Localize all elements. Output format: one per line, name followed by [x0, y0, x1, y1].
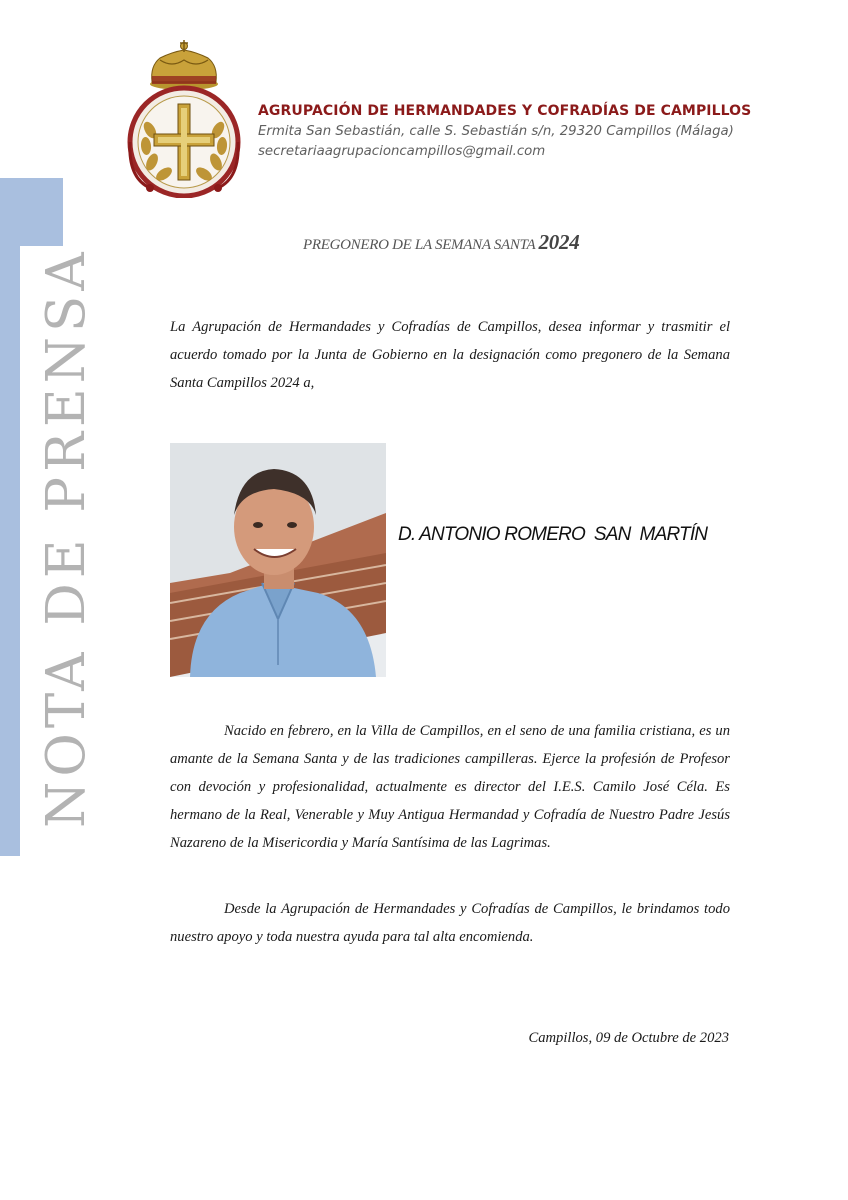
portrait-photo	[170, 443, 386, 677]
brotherhood-crest-logo	[120, 38, 248, 198]
title-year: 2024	[538, 230, 580, 254]
intro-paragraph: La Agrupación de Hermandades y Cofradías de Campillos, desea informar y trasmitir el acuerdo tomado por la Junta de Gobierno en la designación como pregonero de la Semana Santa Campillos 2024 a,	[170, 319, 730, 391]
press-release-label: NOTA DE PRENSA	[36, 247, 97, 828]
organization-address: Ermita San Sebastián, calle S. Sebastián s/n, 29320 Campillos (Málaga)	[258, 124, 734, 139]
crown-icon	[150, 40, 218, 90]
document-title	[303, 230, 579, 255]
organization-name: AGRUPACIÓN DE HERMANDADES Y COFRADÍAS DE CAMPILLOS	[258, 103, 752, 119]
organization-email[interactable]: secretariaagrupacioncampillos@gmail.com	[258, 144, 546, 159]
announced-person-name: D. ANTONIO ROMERO SAN MARTÍN	[398, 524, 708, 545]
title-text: PREGONERO DE LA SEMANA SANTA	[303, 237, 539, 253]
date-line: Campillos, 09 de Octubre de 2023	[528, 1030, 729, 1046]
closing-paragraph: Desde la Agrupación de Hermandades y Cofradías de Campillos, le brindamos todo nuestro apoyo y toda nuestra ayuda para tal alta encomienda.	[170, 901, 730, 945]
bio-paragraph: Nacido en febrero, en la Villa de Campillos, en el seno de una familia cristiana, es un amante de la Semana Santa y de las tradiciones campilleras. Ejerce la profesión de Profesor con devoción y profesionalidad, actualmente es director del I.E.S. Camilo José Céla. Es hermano de la Real, Venerable y Muy Antigua Hermandad y Cofradía de Nuestro Padre Jesús Nazareno de la Misericordia y María Santísima de las Lagrimas.	[170, 723, 730, 851]
